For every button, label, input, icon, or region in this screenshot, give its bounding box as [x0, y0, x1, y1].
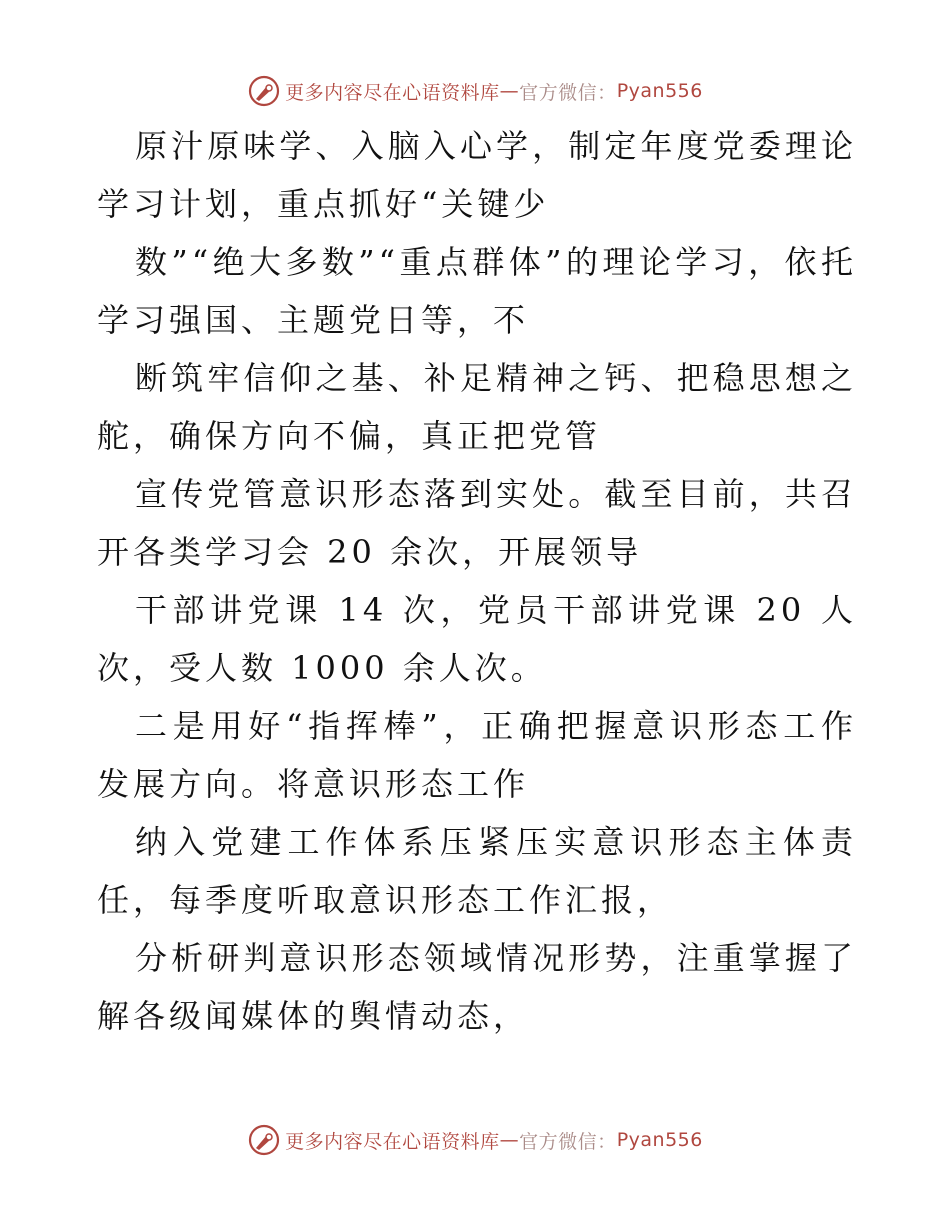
pen-nib-logo-icon	[247, 74, 281, 108]
header-dash: —	[499, 80, 520, 102]
pen-nib-logo-icon	[247, 1123, 281, 1157]
footer-wechat-id: Pyan556	[616, 1129, 703, 1151]
paragraph: 二是用好“指挥棒”，正确把握意识形态工作发展方向。将意识形态工作	[97, 707, 857, 803]
document-body	[97, 117, 857, 1045]
header-banner	[0, 71, 950, 111]
header-slogan: 更多内容尽在心语资料库	[285, 81, 500, 104]
footer-banner	[0, 1120, 950, 1160]
paragraph: 断筑牢信仰之基、补足精神之钙、把稳思想之舵，确保方向不偏，真正把党管	[97, 359, 857, 455]
header-wechat-label: 官方微信：	[519, 81, 617, 104]
footer-slogan: 更多内容尽在心语资料库	[285, 1130, 500, 1153]
paragraph: 宣传党管意识形态落到实处。截至目前，共召开各类学习会 20 余次，开展领导	[97, 475, 857, 571]
footer-dash: —	[499, 1129, 520, 1151]
footer-wechat-label: 官方微信：	[519, 1130, 617, 1153]
paragraph: 干部讲党课 14 次，党员干部讲党课 20 人次，受人数 1000 余人次。	[97, 591, 857, 687]
paragraph: 原汁原味学、入脑入心学，制定年度党委理论学习计划，重点抓好“关键少	[97, 127, 857, 223]
paragraph: 纳入党建工作体系压紧压实意识形态主体责任，每季度听取意识形态工作汇报，	[97, 823, 857, 919]
header-wechat-id: Pyan556	[616, 80, 703, 102]
paragraph: 分析研判意识形态领域情况形势，注重掌握了解各级闻媒体的舆情动态，	[97, 939, 857, 1035]
paragraph: 数”“绝大多数”“重点群体”的理论学习，依托学习强国、主题党日等，不	[97, 243, 857, 339]
